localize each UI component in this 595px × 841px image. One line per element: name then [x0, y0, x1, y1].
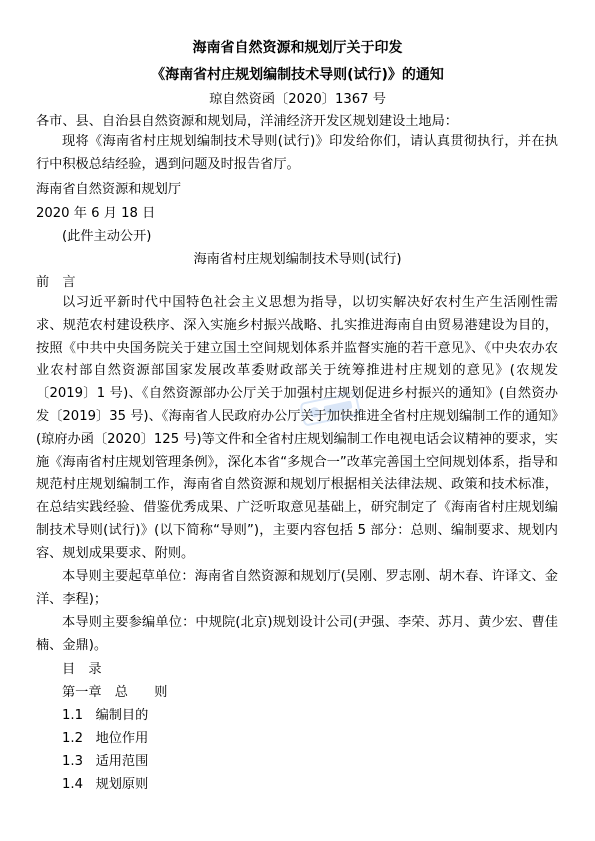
- public-note: (此件主动公开): [62, 229, 152, 244]
- recipients: 各市、县、自治县自然资源和规划局，洋浦经济开发区规划建设土地局：: [36, 114, 458, 129]
- toc-item-label: 规划原则: [95, 777, 149, 792]
- toc-item-label: 编制目的: [95, 708, 149, 723]
- toc-item-number: 1.1: [62, 708, 83, 723]
- issue-date: 2020 年 6 月 18 日: [36, 206, 156, 221]
- toc-item: [62, 776, 148, 793]
- toc-item: [62, 753, 148, 770]
- toc-item-number: 1.3: [62, 754, 83, 769]
- preface-paragraph-3: 本导则主要参编单位：中规院(北京)规划设计公司(尹强、李荣、苏月、黄少宏、曹佳楠、金鼎)。: [36, 615, 558, 653]
- toc-item: [62, 707, 148, 724]
- document-number: 琼自然资函〔2020〕1367 号: [209, 92, 386, 107]
- notice-title-line1: 海南省自然资源和规划厅关于印发: [192, 40, 403, 56]
- issuer: 海南省自然资源和规划厅: [36, 182, 182, 197]
- toc-item-label: 地位作用: [95, 731, 149, 746]
- preface-paragraph-2: 本导则主要起草单位：海南省自然资源和规划厅(吴刚、罗志刚、胡木春、许译文、金洋、李程)；: [36, 569, 558, 607]
- toc-item-number: 1.4: [62, 777, 83, 792]
- toc-item-label: 适用范围: [95, 754, 149, 769]
- toc-item: [62, 730, 148, 747]
- toc-heading: 目 录: [62, 662, 102, 677]
- notice-body: 现将《海南省村庄规划编制技术导则(试行)》印发给你们，请认真贯彻执行，并在执行中积极总结经验，遇到问题及时报告省厅。: [36, 134, 558, 172]
- guide-title: 海南省村庄规划编制技术导则(试行): [193, 252, 402, 267]
- notice-title-line2: 《海南省村庄规划编制技术导则(试行)》的通知: [151, 67, 444, 83]
- toc-chapter-1: 第一章 总 则: [62, 685, 168, 700]
- toc-item-number: 1.2: [62, 731, 83, 746]
- preface-heading: 前 言: [36, 275, 76, 290]
- preface-paragraph-1: 以习近平新时代中国特色社会主义思想为指导，以切实解决好农村生产生活刚性需求、规范农村建设秩序、深入实施乡村振兴战略、扎实推进海南自由贸易港建设为目的，按照《中共中央国务院关于建立国土空间规划体系并监督实施的若干意见》、《中央农办农业农村部自然资源部国家发展改革委财政部关于统筹推进村庄规划的意见》(农规发〔2019〕1 号)、《自然资源部办公厅关于加强村庄规划促进乡村振兴的通知》(自然资办发〔2019〕35 号)、《海南省人民政府办公厅关于加快推进全省村庄规划编制工作的通知》(琼府办函〔2020〕125 号)等文件和全省村庄规划编制工作电视电话会议精神的要求，实施《海南省村庄规划管理条例》，深化本省“多规合一”改革完善国土空间规划体系，指导和规范村庄规划编制工作，海南省自然资源和规划厅根据相关法律法规、政策和技术标准，在总结实践经验、借鉴优秀成果、广泛听取意见基础上，研究制定了《海南省村庄规划编制技术导则(试行)》(以下简称“导则”)，主要内容包括 5 部分：总则、编制要求、规划内容、规划成果要求、附则。: [36, 295, 558, 561]
